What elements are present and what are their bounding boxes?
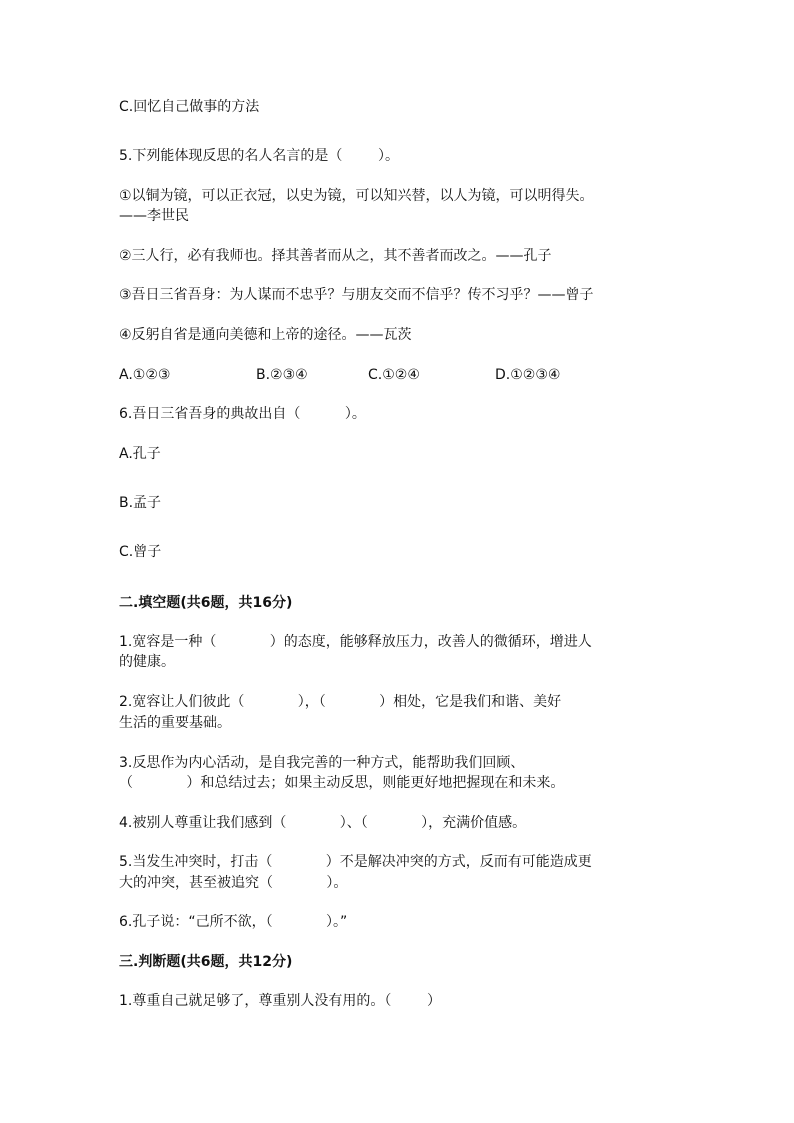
s3-q1: 1.尊重自己就足够了，尊重别人没有用的。（ ）: [119, 993, 441, 1009]
q5-option-a: A.①②③: [119, 367, 171, 383]
s2-q5-line-1: 5.当发生冲突时，打击（ ）不是解决冲突的方式，反而有可能造成更: [119, 854, 592, 870]
s2-q1-line-2: 的健康。: [119, 654, 175, 670]
section-3-title: 三.判断题(共6题，共12分): [119, 954, 293, 970]
section-2-title: 二.填空题(共6题，共16分): [119, 595, 293, 611]
q5-option-b: B.②③④: [256, 367, 308, 383]
s2-q2-line-2: 生活的重要基础。: [119, 715, 231, 731]
q6-option-b: B.孟子: [119, 495, 162, 511]
q6-stem: 6.吾日三省吾身的典故出自（ ）。: [119, 406, 366, 422]
s2-q5-line-2: 大的冲突，甚至被追究（ ）。: [119, 875, 348, 891]
q5-option-d: D.①②③④: [495, 367, 561, 383]
s2-q1-line-1: 1.宽容是一种（ ）的态度，能够释放压力，改善人的微循环，增进人: [119, 634, 592, 650]
s2-q4: 4.被别人尊重让我们感到（ ）、（ ），充满价值感。: [119, 815, 527, 831]
q6-option-c: C.曾子: [119, 544, 162, 560]
q5-item-4: ④反躬自省是通向美德和上帝的途径。——瓦茨: [119, 327, 412, 343]
q5-item-2: ②三人行，必有我师也。择其善者而从之，其不善者而改之。——孔子: [119, 248, 552, 264]
q4-option-c: C.回忆自己做事的方法: [119, 99, 260, 115]
q5-item-3: ③吾日三省吾身：为人谋而不忠乎？与朋友交而不信乎？传不习乎？——曾子: [119, 287, 594, 303]
q5-options: [119, 365, 679, 385]
s2-q3-line-2: （ ）和总结过去；如果主动反思，则能更好地把握现在和未来。: [119, 775, 565, 791]
q5-item-1-line-2: ——李世民: [119, 208, 189, 224]
q6-option-a: A.孔子: [119, 446, 161, 462]
s2-q6: 6.孔子说：“己所不欲，（ ）。”: [119, 914, 348, 930]
q5-option-c: C.①②④: [368, 367, 420, 383]
s2-q3-line-1: 3.反思作为内心活动，是自我完善的一种方式，能帮助我们回顾、: [119, 755, 525, 771]
q5-item-1-line-1: ①以铜为镜，可以正衣冠，以史为镜，可以知兴替，以人为镜，可以明得失。: [119, 188, 594, 204]
q5-stem: 5.下列能体现反思的名人名言的是（ ）。: [119, 148, 399, 164]
s2-q2-line-1: 2.宽容让人们彼此（ ），（ ）相处，它是我们和谐、美好: [119, 694, 562, 710]
